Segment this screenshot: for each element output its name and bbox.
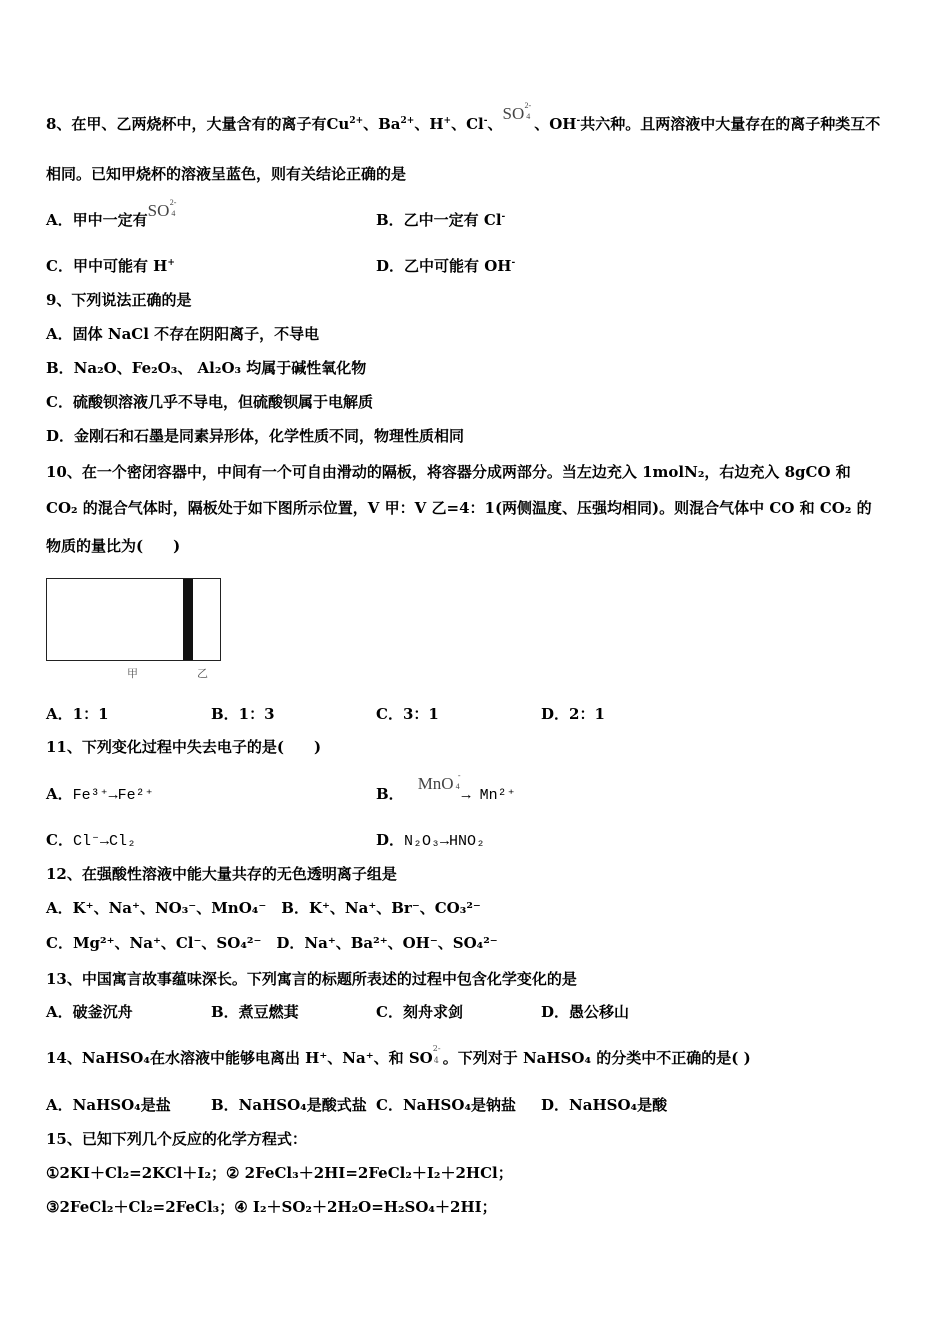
q11-option-a (46, 784, 154, 806)
q10-option-c: C．3：1 (376, 705, 439, 723)
q10-option-b: B．1：3 (211, 705, 275, 723)
ion-charge: - (483, 116, 488, 126)
label-yi: 乙 (197, 667, 208, 680)
ion-base: MnO (417, 774, 454, 793)
ion-base: SO (147, 201, 170, 220)
q8-option-d (376, 256, 515, 276)
ion-ba: 、Ba (363, 115, 401, 133)
option-formula: → Mn²⁺ (461, 787, 516, 804)
q13-option-b: B．煮豆燃萁 (211, 1003, 299, 1021)
ion-subscript: 4 (171, 209, 176, 218)
option-label: B． (376, 785, 404, 803)
label-jia: 甲 (127, 667, 138, 680)
option-formula: N₂O₃→HNO₂ (404, 833, 486, 850)
q13-option-a: A．破釜沉舟 (46, 1003, 133, 1021)
q10-option-a: A．1：1 (46, 705, 109, 723)
q14-text-end: 。下列对于 NaHSO₄ 的分类中不正确的是( ) (442, 1049, 751, 1067)
ion-h: 、H (414, 115, 444, 133)
option-text: A．甲中一定有 (46, 211, 148, 229)
ion-base: SO (502, 104, 525, 123)
q11-option-d (376, 830, 485, 852)
q9-stem: 9、下列说法正确的是 (46, 291, 192, 309)
partition-divider (183, 579, 193, 660)
ion-charge: 2- (432, 1044, 441, 1053)
q11-option-c (46, 830, 136, 852)
ion-charge: 2- (169, 198, 177, 207)
q10-line3: 物质的量比为( ) (46, 537, 181, 555)
q14-text: 14、NaHSO₄在水溶液中能够电离出 H⁺、Na⁺、和 SO (46, 1049, 433, 1067)
sulfate-marks (432, 1044, 443, 1065)
option-text: D．乙中可能有 OH (376, 257, 512, 275)
option-formula: Cl⁻→Cl₂ (72, 833, 136, 850)
q8-option-a (46, 198, 177, 230)
q13-option-c: C．刻舟求剑 (376, 1003, 463, 1021)
q9-option-b: B．Na₂O、Fe₂O₃、 Al₂O₃ 均属于碱性氧化物 (46, 359, 367, 377)
ion-charge: - (457, 771, 461, 780)
ion-subscript: 4 (526, 112, 531, 121)
q12-stem: 12、在强酸性溶液中能大量共存的无色透明离子组是 (46, 865, 397, 883)
q9-option-c: C．硫酸钡溶液几乎不导电，但硫酸钡属于电解质 (46, 393, 373, 411)
ion-cu: Cu (326, 115, 350, 133)
q14-stem (46, 1044, 751, 1068)
q8-line2: 相同。已知甲烧杯的溶液呈蓝色，则有关结论正确的是 (46, 165, 407, 183)
ion-charge: - (501, 212, 506, 222)
permanganate-ion (417, 771, 461, 794)
q11-option-b (376, 771, 516, 806)
q8-text: 8、在甲、乙两烧杯中，大量含有的离子有 (46, 115, 327, 133)
ion-charge: 2+ (400, 116, 415, 126)
q15-equation-1: ①2KI＋Cl₂=2KCl＋I₂；② 2FeCl₃＋2HI=2FeCl₂＋I₂＋2HCl； (46, 1164, 513, 1182)
ion-subscript: 4 (433, 1056, 439, 1065)
q8-text-end: 共六种。且两溶液中大量存在的离子种类互不 (580, 115, 881, 133)
sulfate-ion (502, 101, 532, 124)
ion-charge: 2- (524, 101, 532, 110)
q10-line1: 10、在一个密闭容器中，中间有一个可自由滑动的隔板，将容器分成两部分。当左边充入 1molN₂，右边充入 8gCO 和 (46, 463, 851, 481)
option-label: D． (376, 831, 405, 849)
container-diagram (46, 578, 221, 661)
sulfate-ion (147, 198, 177, 221)
q14-option-c: C．NaHSO₄是钠盐 (376, 1096, 517, 1114)
option-label: C． (46, 831, 73, 849)
option-label: A． (46, 785, 73, 803)
q14-option-a: A．NaHSO₄是盐 (46, 1096, 171, 1114)
ion-subscript: 4 (455, 782, 460, 791)
q11-stem: 11、下列变化过程中失去电子的是( ) (46, 738, 322, 756)
ion-charge: - (576, 116, 581, 126)
q13-option-d: D．愚公移山 (541, 1003, 630, 1021)
q8-option-b (376, 210, 505, 230)
q12-options-ab: A．K⁺、Na⁺、NO₃⁻、MnO₄⁻ B．K⁺、Na⁺、Br⁻、CO₃²⁻ (46, 899, 481, 917)
q8-line1 (46, 101, 881, 134)
q15-equation-2: ③2FeCl₂＋Cl₂=2FeCl₃；④ I₂＋SO₂＋2H₂O=H₂SO₄＋2HI； (46, 1198, 497, 1216)
ion-charge: + (443, 116, 452, 126)
q10-option-d: D．2：1 (541, 705, 605, 723)
q10-line2: CO₂ 的混合气体时，隔板处于如下图所示位置，V 甲：V 乙=4：1(两侧温度、压强均相同)。则混合气体中 CO 和 CO₂ 的 (46, 499, 872, 517)
ion-charge: + (167, 258, 175, 268)
q8-option-c (46, 256, 175, 276)
separator: 、 (487, 115, 503, 133)
option-text: C．甲中可能有 H (46, 257, 168, 275)
q9-option-d: D．金刚石和石墨是同素异形体，化学性质不同，物理性质相同 (46, 427, 465, 445)
q12-options-cd: C．Mg²⁺、Na⁺、Cl⁻、SO₄²⁻ D．Na⁺、Ba²⁺、OH⁻、SO₄²⁻ (46, 934, 498, 952)
ion-oh: 、OH (534, 115, 577, 133)
q13-stem: 13、中国寓言故事蕴味深长。下列寓言的标题所表述的过程中包含化学变化的是 (46, 970, 577, 988)
option-formula: Fe³⁺→Fe²⁺ (72, 787, 154, 804)
option-text: B．乙中一定有 Cl (376, 211, 502, 229)
q14-option-b: B．NaHSO₄是酸式盐 (211, 1096, 367, 1114)
ion-cl: 、Cl (451, 115, 484, 133)
ion-charge: 2+ (349, 116, 364, 126)
ion-charge: - (511, 258, 516, 268)
q9-option-a: A．固体 NaCl 不存在阴阳离子，不导电 (46, 325, 320, 343)
q15-stem: 15、已知下列几个反应的化学方程式： (46, 1130, 307, 1148)
q14-option-d: D．NaHSO₄是酸 (541, 1096, 668, 1114)
